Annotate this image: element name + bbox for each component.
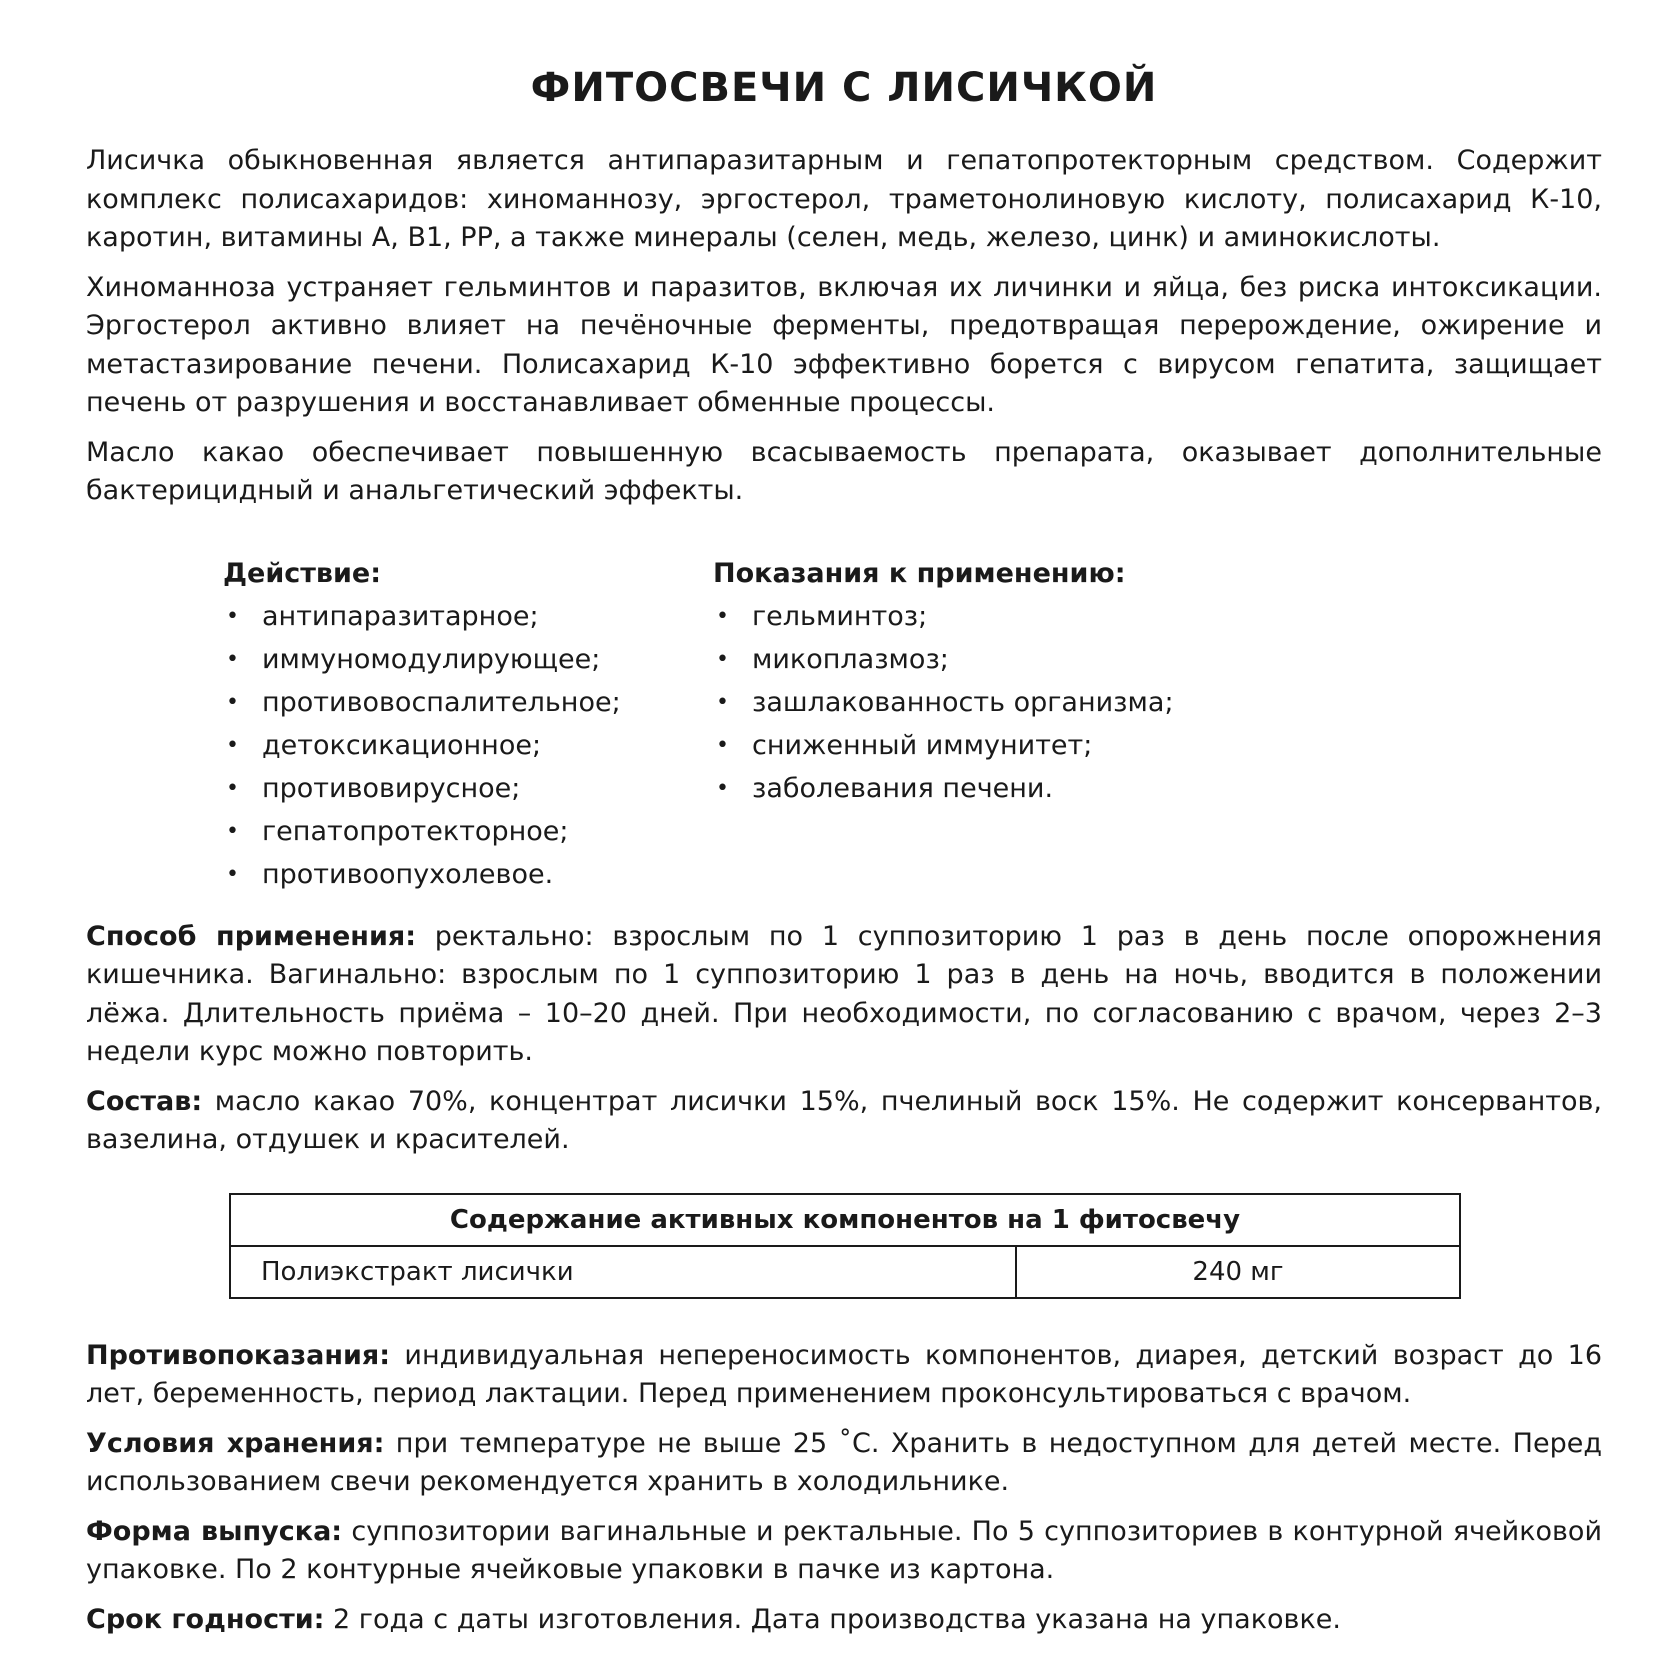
contraindications-section — [86, 1337, 1602, 1414]
shelf-life-text: 2 года с даты изготовления. Дата производства указана на упаковке. — [324, 1603, 1341, 1635]
action-column — [223, 553, 713, 896]
list-item — [223, 810, 713, 853]
page-title: ФИТОСВЕЧИ С ЛИСИЧКОЙ — [530, 65, 1158, 111]
intro-paragraph-2: Хиноманноза устраняет гельминтов и паразитов, включая их личинки и яйца, без риска интоксикации. Эргостерол активно влияет на печёночные ферменты, предотвращая перерождение, ожирение и метастазирование печени. Полисахарид К-10 эффективно борется с вирусом гепатита, защищает печень от разрушения и восстанавливает обменные процессы. — [86, 271, 1602, 418]
usage-text: ректально: взрослым по 1 суппозиторию 1 раз в день после опорожнения кишечника. Вагинально: взрослым по 1 суппозиторию 1 раз в день на ночь, вводится в положении лёжа. Длительность приёма – 10–20 дней. При необходимости, по согласованию с врачом, через 2–3 недели курс можно повторить. — [86, 920, 1603, 1067]
contraindications-text: индивидуальная непереносимость компонентов, диарея, детский возраст до 16 лет, беременность, период лактации. Перед применением проконсультироваться с врачом. — [86, 1339, 1602, 1409]
release-form-text: суппозитории вагинальные и ректальные. По 5 суппозиториев в контурной ячейковой упаковке. По 2 контурные ячейковые упаковки в пачке из картона. — [86, 1515, 1602, 1585]
bullet-icon: • — [226, 689, 239, 715]
bullet-icon: • — [226, 861, 239, 887]
list-item-text: детоксикационное; — [262, 729, 542, 761]
list-item — [713, 681, 1233, 724]
bullet-icon: • — [226, 603, 239, 629]
shelf-life-label: Срок годности: — [86, 1603, 325, 1635]
bullet-icon: • — [716, 775, 729, 801]
table-cell-value: 240 мг — [1016, 1246, 1460, 1298]
bullet-icon: • — [716, 603, 729, 629]
list-item-text: противовоспалительное; — [262, 686, 621, 718]
list-item-text: иммуномодулирующее; — [262, 643, 601, 675]
usage-section — [86, 918, 1602, 1072]
list-item-text: микоплазмоз; — [752, 643, 949, 675]
list-item — [223, 681, 713, 724]
document-page — [86, 58, 1602, 1650]
list-item — [223, 724, 713, 767]
storage-section — [86, 1425, 1602, 1502]
composition-text: масло какао 70%, концентрат лисички 15%, пчелиный воск 15%. Не содержит консервантов, вазелина, отдушек и красителей. — [86, 1085, 1602, 1155]
composition-section — [86, 1083, 1602, 1160]
storage-text: при температуре не выше 25 ˚С. Хранить в недоступном для детей месте. Перед использованием свечи рекомендуется хранить в холодильнике. — [86, 1427, 1602, 1497]
bullet-icon: • — [226, 646, 239, 672]
shelf-life-section — [86, 1601, 1602, 1640]
bullet-icon: • — [226, 775, 239, 801]
action-title: Действие: — [223, 557, 382, 589]
indications-list — [713, 595, 1233, 810]
list-item-text: гельминтоз; — [752, 600, 928, 632]
bullet-icon: • — [226, 818, 239, 844]
list-item-text: противовирусное; — [262, 772, 521, 804]
table-cell-name: Полиэкстракт лисички — [230, 1246, 1016, 1298]
intro-paragraph-1: Лисичка обыкновенная является антипаразитарным и гепатопротекторным средством. Содержит комплекс полисахаридов: хиноманнозу, эргостерол, траметонолиновую кислоту, полисахарид К-10, каротин, витамины А, В1, РР, а также минералы (селен, медь, железо, цинк) и аминокислоты. — [86, 145, 1602, 253]
list-item-text: сниженный иммунитет; — [752, 729, 1093, 761]
bullet-icon: • — [716, 732, 729, 758]
list-item — [713, 767, 1233, 810]
list-item-text: антипаразитарное; — [262, 600, 539, 632]
composition-label: Состав: — [86, 1085, 203, 1117]
active-components-table — [229, 1193, 1461, 1299]
bullet-icon: • — [716, 689, 729, 715]
storage-label: Условия хранения: — [86, 1427, 385, 1459]
release-form-label: Форма выпуска: — [86, 1515, 343, 1547]
contraindications-label: Противопоказания: — [86, 1339, 391, 1371]
action-list — [223, 595, 713, 896]
usage-label: Способ применения: — [86, 920, 416, 952]
list-item-text: зашлакованность организма; — [752, 686, 1174, 718]
table-header: Содержание активных компонентов на 1 фитосвечу — [230, 1194, 1460, 1246]
action-indications-columns — [223, 553, 1602, 896]
list-item-text: гепатопротекторное; — [262, 815, 569, 847]
list-item — [223, 638, 713, 681]
bullet-icon: • — [716, 646, 729, 672]
indications-column — [713, 553, 1233, 896]
list-item — [713, 595, 1233, 638]
table-row — [230, 1246, 1460, 1298]
bullet-icon: • — [226, 732, 239, 758]
list-item — [223, 767, 713, 810]
release-form-section — [86, 1513, 1602, 1590]
list-item — [223, 595, 713, 638]
list-item-text: противоопухолевое. — [262, 858, 554, 890]
list-item — [713, 724, 1233, 767]
list-item — [223, 853, 713, 896]
indications-title: Показания к применению: — [713, 557, 1126, 589]
list-item-text: заболевания печени. — [752, 772, 1054, 804]
list-item — [713, 638, 1233, 681]
intro-paragraph-3: Масло какао обеспечивает повышенную всасываемость препарата, оказывает дополнительные бактерицидный и анальгетический эффекты. — [86, 436, 1602, 506]
